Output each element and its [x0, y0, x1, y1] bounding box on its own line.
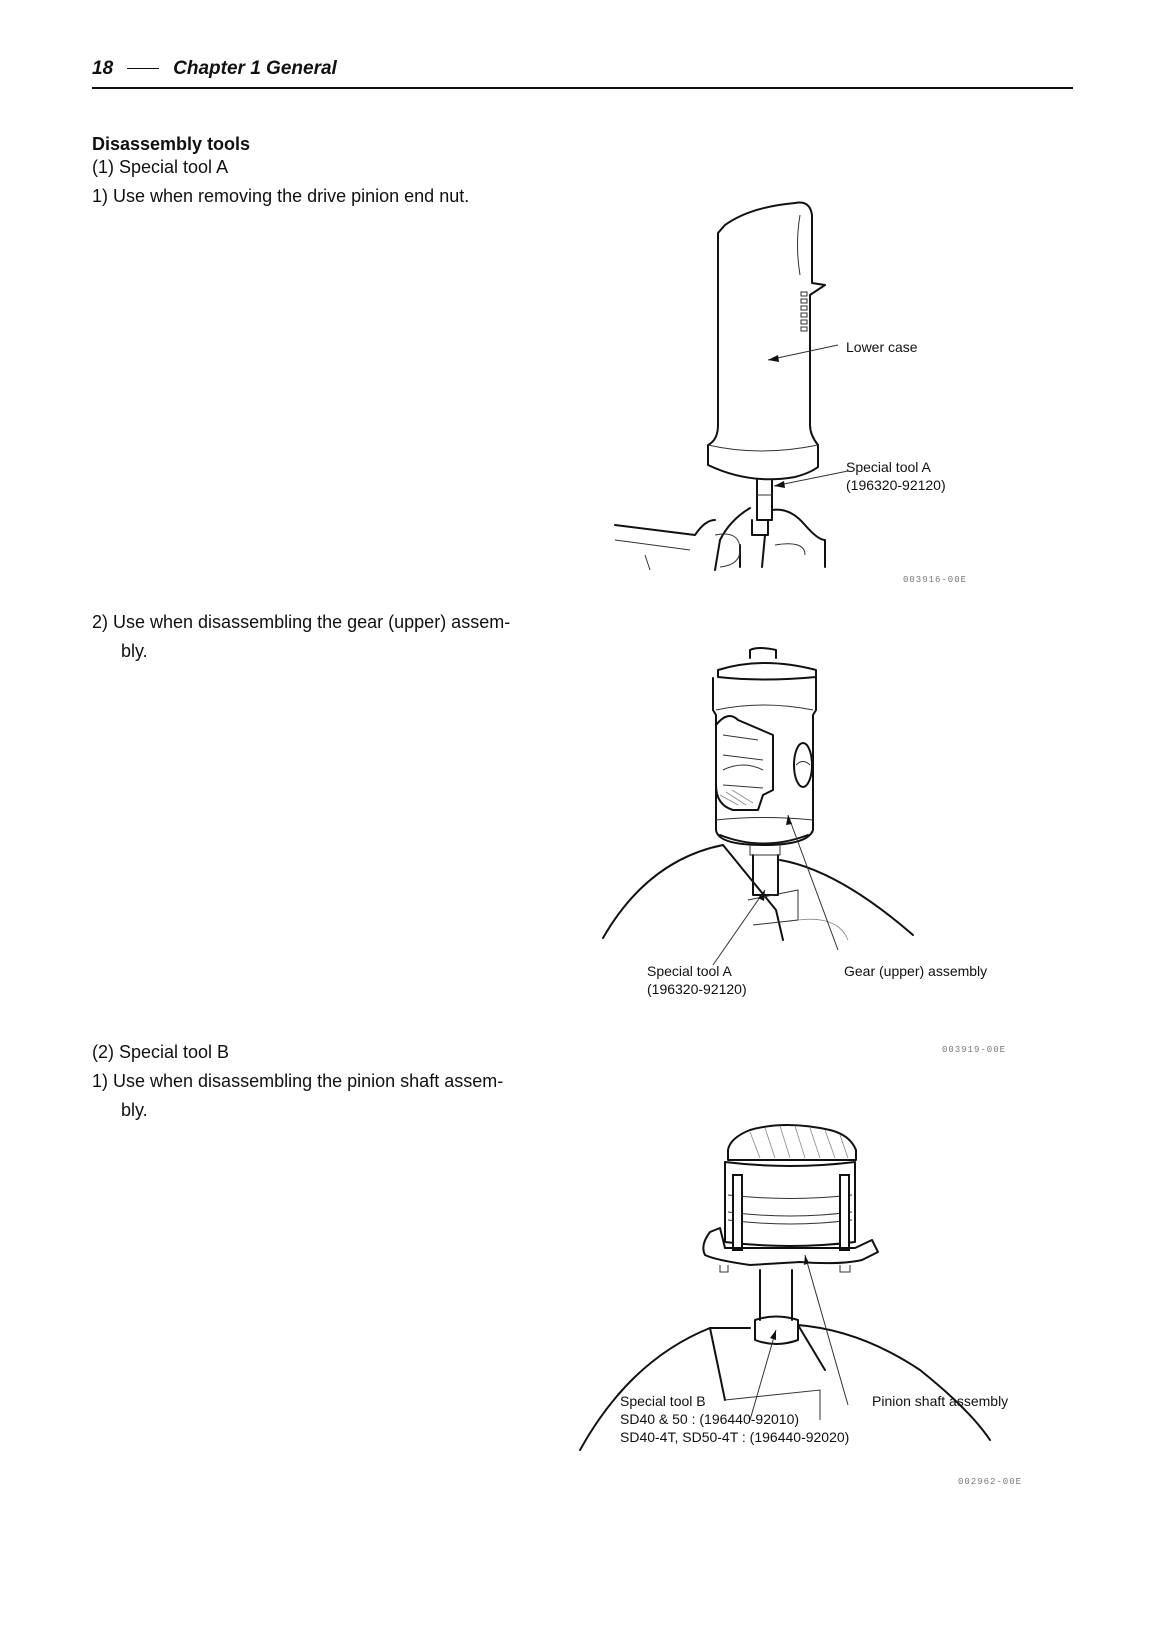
section-title: Disassembly tools — [92, 134, 251, 154]
tool-a-use-1: 1) Use when removing the drive pinion end nut. — [92, 186, 470, 206]
header-rule — [92, 87, 1073, 89]
label-special-tool-b: Special tool B — [620, 1393, 706, 1409]
tool-a-heading: (1) Special tool A — [92, 157, 229, 177]
label-special-tool-b-sd40-50: SD40 & 50 : (196440-92010) — [620, 1411, 800, 1427]
label-special-tool-b-sd40-4t: SD40-4T, SD50-4T : (196440-92020) — [620, 1429, 850, 1445]
figure-1-lower-case-tool-a — [590, 195, 890, 575]
figure-2-code: 003919-00E — [942, 1045, 1007, 1055]
running-header — [92, 58, 337, 80]
label-special-tool-a-part-no: (196320-92120) — [846, 477, 946, 493]
tool-b-heading: (2) Special tool B — [92, 1042, 230, 1062]
tool-b-use-1-line2: bly. — [121, 1100, 148, 1120]
chapter-title: Chapter 1 General — [173, 58, 337, 79]
tool-b-use-1-line1: 1) Use when disassembling the pinion shaft assem- — [92, 1071, 504, 1091]
figure-3-code: 002962-00E — [958, 1477, 1023, 1487]
label-special-tool-a-2-part-no: (196320-92120) — [647, 981, 747, 997]
tool-a-use-2 — [92, 608, 572, 666]
page-number: 18 — [92, 58, 114, 79]
label-pinion-shaft-assembly: Pinion shaft assembly — [872, 1393, 1009, 1409]
tool-a-use-2-line2: bly. — [121, 641, 148, 661]
header-dash — [127, 68, 159, 69]
tool-a-use-2-line1: 2) Use when disassembling the gear (upper) assem- — [92, 612, 511, 632]
label-lower-case: Lower case — [846, 339, 918, 355]
figure-2-gear-upper-assembly — [598, 620, 918, 965]
tool-b-use-1 — [92, 1067, 572, 1125]
label-special-tool-a: Special tool A — [846, 459, 931, 475]
figure-1-code: 003916-00E — [903, 575, 968, 585]
label-special-tool-a-2: Special tool A — [647, 963, 732, 979]
label-gear-upper-assembly: Gear (upper) assembly — [844, 963, 988, 979]
